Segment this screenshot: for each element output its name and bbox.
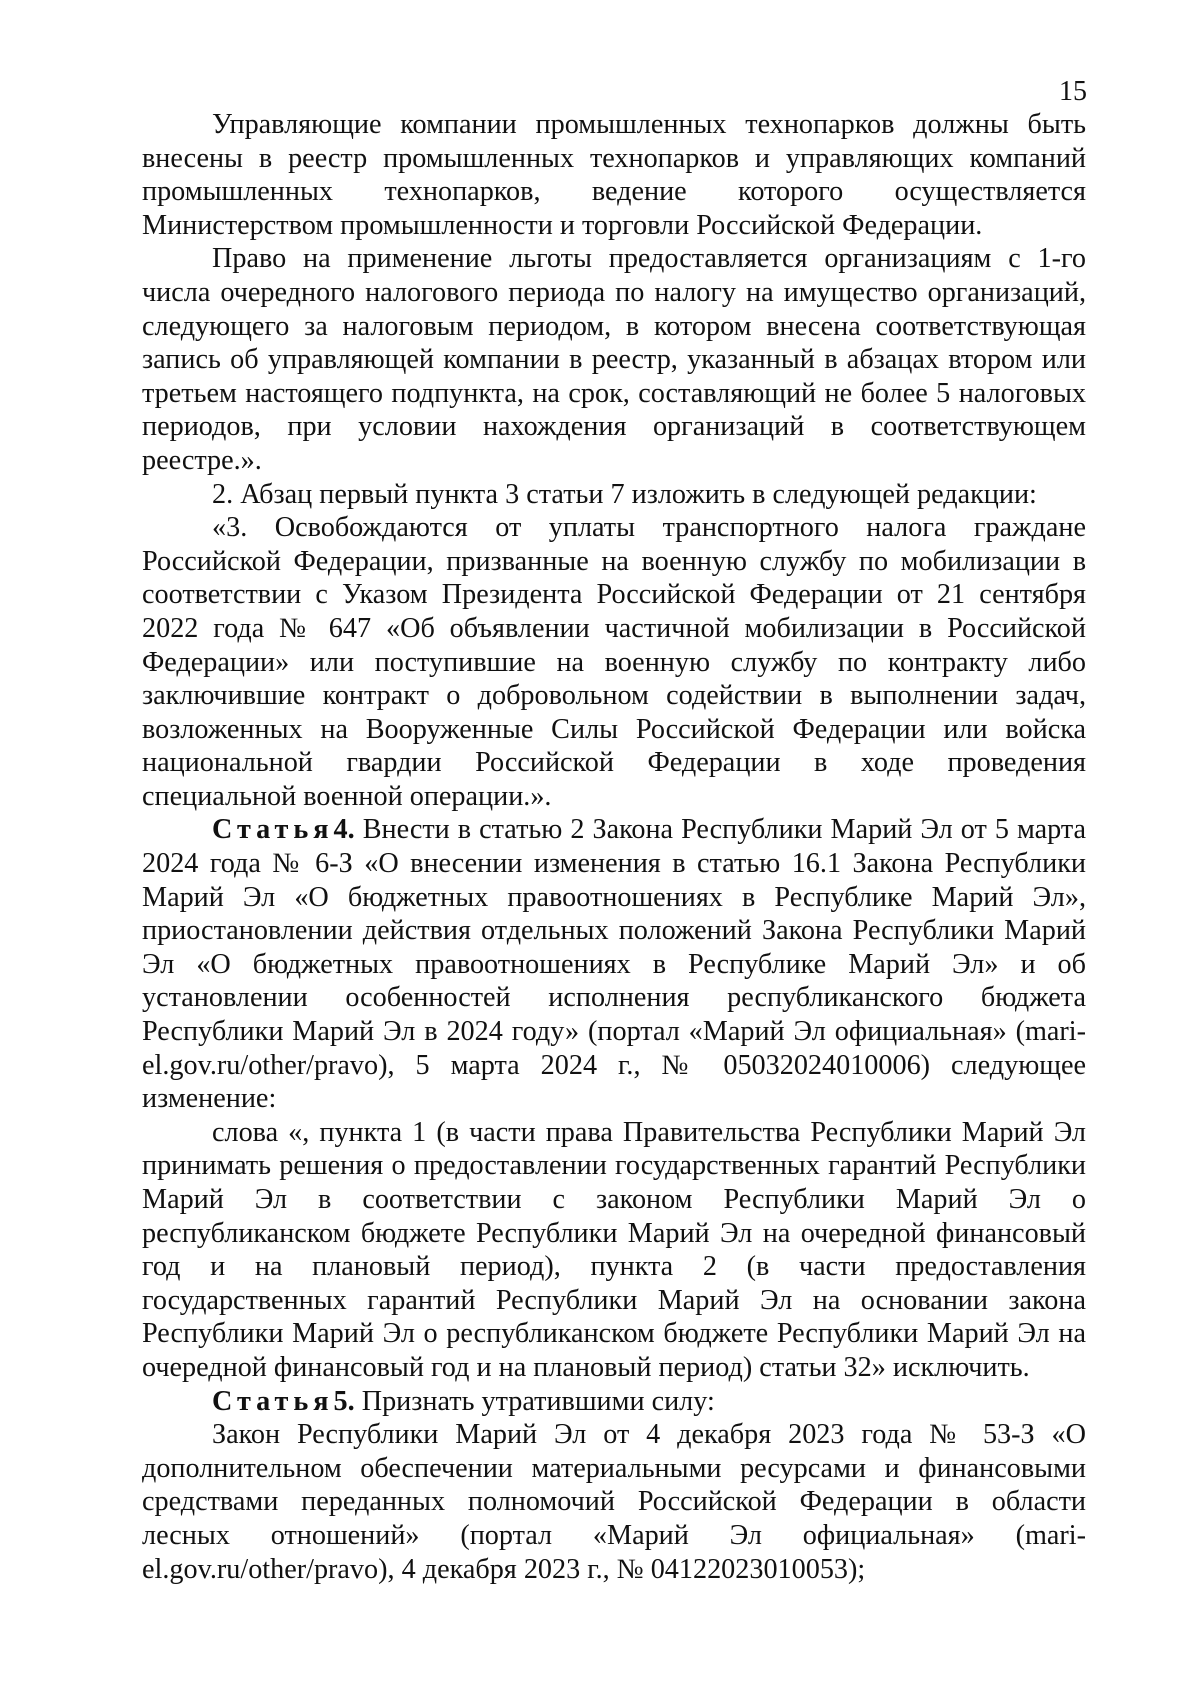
article-4-text: Внести в статью 2 Закона Республики Марий Эл от 5 марта 2024 года № 6-З «О внесении изменения в статью 16.1 Закона Республики Марий Эл «О бюджетных правоотношениях в Республике Марий Эл», приостановлении действия отдельных положений Закона Республики Марий Эл «О бюджетных правоотношениях в Республике Марий Эл» и об установлении особенностей исполнения республиканского бюджета Республики Марий Эл в 2024 году» (портал «Марий Эл официальная» (mari-el.gov.ru/other/pravo), 5 марта 2024 г., № 05032024010006) следующее изменение: — [142, 814, 1086, 1115]
paragraph-transport-tax-exemption: «3. Освобождаются от уплаты транспортного налога граждане Российской Федерации, призванные на военную службу по мобилизации в соответствии с Указом Президента Российской Федерации от 21 сентября 2022 года № 647 «Об объявлении частичной мобилизации в Российской Федерации» или поступившие на военную службу по контракту либо заключившие контракт о добровольном содействии в выполнении задач, возложенных на Вооруженные Силы Российской Федерации или войска национальной гвардии Российской Федерации в ходе проведения специальной военной операции.». — [142, 512, 1086, 812]
paragraph-words-exclusion: слова «, пункта 1 (в части права Правительства Республики Марий Эл принимать решения о предоставлении государственных гарантий Республики Марий Эл в соответствии с законом Республики Марий Эл о республиканском бюджете Республики Марий Эл на очередной финансовый год и на плановый период), пункта 2 (в части предоставления государственных гарантий Республики Марий Эл на основании закона Республики Марий Эл о республиканском бюджете Республики Марий Эл на очередной финансовый год и на плановый период) статьи 32» исключить. — [142, 1116, 1086, 1383]
paragraph-article-5 — [142, 1385, 1086, 1419]
article-4-number: 4. — [333, 814, 355, 846]
paragraph-amendment-article-7: 2. Абзац первый пункта 3 статьи 7 изложить в следующей редакции: — [212, 478, 1037, 510]
paragraph-article-4 — [142, 813, 1086, 1115]
paragraph-tax-benefit-right: Право на применение льготы предоставляется организациям с 1-го числа очередного налогового периода по налогу на имущество организаций, следующего за налоговым периодом, в котором внесена соответствующая запись об управляющей компании в реестр, указанный в абзацах втором или третьем настоящего подпункта, на срок, составляющий не более 5 налоговых периодов, при условии нахождения организаций в соответствующем реестре.». — [142, 243, 1086, 476]
paragraph-repealed-law: Закон Республики Марий Эл от 4 декабря 2023 года № 53-З «О дополнительном обеспечении материальными ресурсами и финансовыми средствами переданных полномочий Российской Федерации в области лесных отношений» (портал «Марий Эл официальная» (mari-el.gov.ru/other/pravo), 4 декабря 2023 г., № 04122023010053); — [142, 1419, 1086, 1585]
article-5-label: Статья — [212, 1385, 334, 1417]
paragraph-technopark-registry: Управляющие компании промышленных технопарков должны быть внесены в реестр промышленных технопарков и управляющих компаний промышленных технопарков, ведение которого осуществляется Министерством промышленности и торговли Российской Федерации. — [142, 109, 1086, 241]
document-body — [142, 108, 1086, 1586]
article-5-number: 5. — [333, 1385, 355, 1417]
article-4-label: Статья — [212, 814, 334, 846]
article-5-text: Признать утратившими силу: — [354, 1385, 715, 1417]
page-number: 15 — [1059, 76, 1087, 107]
